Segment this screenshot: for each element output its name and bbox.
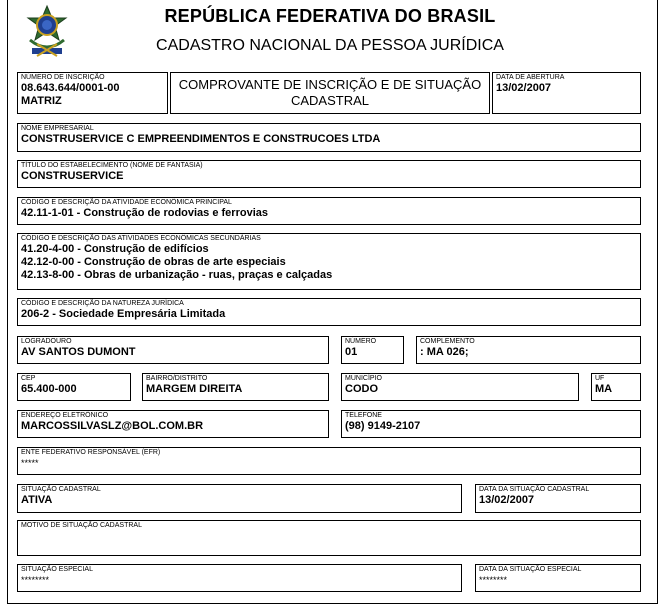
situacao-field [17, 484, 462, 513]
abertura-label: DATA DE ABERTURA [496, 74, 565, 81]
fantasia-value: CONSTRUSERVICE [21, 170, 124, 182]
numero-label: NÚMERO [345, 338, 377, 345]
uf-value: MA [595, 383, 613, 395]
telefone-value: (98) 9149-2107 [345, 420, 421, 432]
complemento-value: : MA 026; [420, 346, 469, 358]
telefone-label: TELEFONE [345, 412, 382, 419]
bairro-value: MARGEM DIREITA [146, 383, 243, 395]
efr-label: ENTE FEDERATIVO RESPONSÁVEL (EFR) [21, 449, 161, 456]
situacao-especial-value: ******** [21, 575, 50, 585]
municipio-value: CODO [345, 383, 378, 395]
page-title: REPÚBLICA FEDERATIVA DO BRASIL [164, 6, 496, 26]
fantasia-label: TÍTULO DO ESTABELECIMENTO (NOME DE FANTASIA) [21, 162, 203, 169]
data-situacao-label: DATA DA SITUAÇÃO CADASTRAL [479, 486, 590, 493]
coat-of-arms-icon [22, 4, 72, 58]
atividade-principal-label: CÓDIGO E DESCRIÇÃO DA ATIVIDADE ECONÔMICA PRINCIPAL [21, 199, 232, 206]
nome-empresarial-label: NOME EMPRESARIAL [21, 125, 94, 132]
motivo-field [17, 520, 641, 556]
nome-empresarial-field [17, 123, 641, 152]
email-field [17, 410, 329, 438]
data-situacao-especial-field [475, 564, 641, 592]
data-situacao-value: 13/02/2007 [479, 494, 535, 506]
email-value: MARCOSSILVASLZ@BOL.COM.BR [21, 420, 204, 432]
situacao-especial-field [17, 564, 462, 592]
natureza-juridica-value: 206-2 - Sociedade Empresária Limitada [21, 308, 226, 320]
numero-field [341, 336, 404, 364]
telefone-field [341, 410, 641, 438]
document-title [170, 72, 490, 114]
inscricao-label: NÚMERO DE INSCRIÇÃO [21, 74, 105, 81]
uf-field [591, 373, 641, 401]
complemento-label: COMPLEMENTO [420, 338, 475, 345]
natureza-juridica-field [17, 298, 641, 326]
atividade-secundaria-item: 41.20-4-00 - Construção de edifícios [21, 243, 209, 255]
email-label: ENDEREÇO ELETRÔNICO [21, 412, 109, 419]
municipio-field [341, 373, 579, 401]
logradouro-value: AV SANTOS DUMONT [21, 346, 136, 358]
bairro-field [142, 373, 329, 401]
logradouro-label: LOGRADOURO [21, 338, 72, 345]
situacao-label: SITUAÇÃO CADASTRAL [21, 486, 101, 493]
inscricao-tipo: MATRIZ [21, 95, 62, 107]
inscricao-field [17, 72, 168, 114]
abertura-value: 13/02/2007 [496, 82, 552, 94]
atividade-principal-field [17, 197, 641, 225]
nome-empresarial-value: CONSTRUSERVICE C EMPREENDIMENTOS E CONSTRUCOES LTDA [21, 133, 381, 145]
logradouro-field [17, 336, 329, 364]
situacao-value: ATIVA [21, 494, 53, 506]
efr-field [17, 447, 641, 475]
page-subtitle: CADASTRO NACIONAL DA PESSOA JURÍDICA [156, 37, 504, 54]
atividades-secundarias-field [17, 233, 641, 290]
complemento-field [416, 336, 641, 364]
atividades-secundarias-label: CÓDIGO E DESCRIÇÃO DAS ATIVIDADES ECONÔMICAS SECUNDÁRIAS [21, 235, 261, 242]
document-title-line1: COMPROVANTE DE INSCRIÇÃO E DE SITUAÇÃO [178, 77, 482, 92]
cep-label: CEP [21, 375, 36, 382]
motivo-label: MOTIVO DE SITUAÇÃO CADASTRAL [21, 522, 142, 529]
data-situacao-field [475, 484, 641, 513]
numero-value: 01 [345, 346, 358, 358]
atividade-secundaria-item: 42.12-0-00 - Construção de obras de arte especiais [21, 256, 286, 268]
bairro-label: BAIRRO/DISTRITO [146, 375, 208, 382]
situacao-especial-label: SITUAÇÃO ESPECIAL [21, 566, 93, 573]
document-title-line2: CADASTRAL [290, 93, 370, 108]
cep-value: 65.400-000 [21, 383, 77, 395]
cep-field [17, 373, 131, 401]
atividade-principal-value: 42.11-1-01 - Construção de rodovias e ferrovias [21, 207, 268, 219]
natureza-juridica-label: CÓDIGO E DESCRIÇÃO DA NATUREZA JURÍDICA [21, 300, 184, 307]
uf-label: UF [595, 375, 605, 382]
inscricao-value: 08.643.644/0001-00 [21, 82, 120, 94]
municipio-label: MUNICÍPIO [345, 375, 382, 382]
data-situacao-especial-label: DATA DA SITUAÇÃO ESPECIAL [479, 566, 582, 573]
fantasia-field [17, 160, 641, 188]
data-situacao-especial-value: ******** [479, 575, 508, 585]
atividade-secundaria-item: 42.13-8-00 - Obras de urbanização - ruas, praças e calçadas [21, 269, 333, 281]
efr-value: ***** [21, 458, 39, 468]
abertura-field [492, 72, 641, 114]
